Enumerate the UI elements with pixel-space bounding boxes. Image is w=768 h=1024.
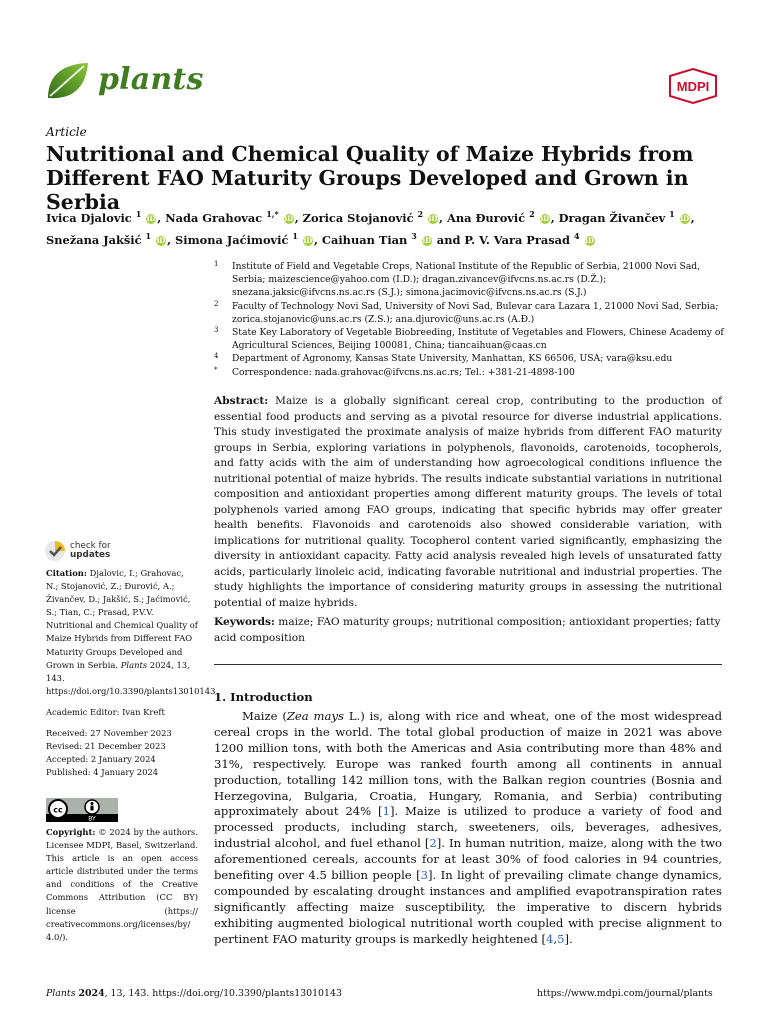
author-affiliation-marker: 1 (292, 230, 298, 241)
reference-link[interactable]: 1 (382, 804, 390, 819)
author-name[interactable]: Caihuan Tian (321, 232, 412, 247)
affiliation-item (214, 366, 726, 379)
academic-editor: Academic Editor: Ivan Kreft (46, 706, 165, 717)
affiliation-item (214, 300, 726, 326)
orcid-icon[interactable]: iD (303, 235, 313, 245)
orcid-icon[interactable]: iD (540, 213, 550, 223)
affiliation-number: 2 (214, 299, 219, 308)
author-affiliation-marker: 3 (411, 230, 417, 241)
intro-text: ]. In light of prevailing climate change dynamics, compounded by escalating drought instances and amplified evapotranspiration rates significantly affecting maize susceptibility, the imperative to discern hybrids exhibiting augmented biological nutritional worth coupled with precise alignment to pertinent FAO maturity groups is markedly heightened [ (214, 868, 722, 946)
affiliation-text: Institute of Field and Vegetable Crops, National Institute of the Republic of Serbia, 21000 Novi Sad, Serbia; maizescience@yahoo.com (I.D.); dragan.zivancev@ifvcns.ns.ac.rs (D.Ž.); snezana.jaksic@ifvcns.ns.ac.rs (S.J.); simona.jacimovic@ifvcns.ns.ac.rs (S.J.) (232, 261, 701, 299)
citation-label: Citation: (46, 568, 87, 578)
intro-text: L.) is, along with rice and wheat, one of the most widespread cereal crops in the world. The total global production of maize in 2021 was above 1200 million tons, with both the Americas and Asia contributing more than 48% and 31%, respectively. Europe was ranked fourth among all continents in annual production, totalling 142 million tons, with the Balkan region countries (Bosnia and Herzegovina, Bulgaria, Croatia, Hungary, Romania, and Serbia) contributing approximately about 24% [ (214, 709, 722, 819)
author-affiliation-marker: 1 (135, 209, 142, 219)
leaf-icon (44, 60, 90, 102)
journal-logo[interactable] (44, 60, 204, 104)
orcid-icon[interactable]: iD (428, 213, 438, 223)
section-divider (214, 664, 722, 665)
reference-link[interactable]: 3 (420, 868, 429, 883)
date-received: Received: 27 November 2023 (46, 728, 172, 739)
author-name[interactable]: Dragan Živančev (558, 210, 670, 225)
copyright-text: © 2024 by the authors. Licensee MDPI, Basel, Switzerland. This article is an open access article distributed under the terms and conditions of the Creative Commons Attribution (CC BY) license (https:// creativecommons.org/licenses/by/ 4.0/). (46, 827, 198, 942)
affiliation-number: 3 (214, 326, 219, 335)
intro-text: ]. In human nutrition, maize, along with the two aforementioned cereals, accounts for at least 30% of food calories in 94 countries, benefiting over 4.5 billion people [ (214, 836, 722, 883)
citation (46, 567, 216, 698)
species-name: Zea mays (286, 709, 344, 723)
affiliation-item (214, 326, 726, 352)
author-list: Ivica Djalovic $^1$ iD , Nada Grahovac $^{1,*}$ iD , Zorica Stojanović $^2$ iD , Ana Đurović $^2$ iD , Dragan Živančev $^1$ iD , Snežana Jakšić $^1$ iD , Simona Jaćimović $^1$ iD , Caihuan Tian $^3$ iD and P. V. Vara Prasad $^4$ iD (46, 209, 695, 247)
author-affiliation-marker: 1 (145, 230, 152, 241)
keywords-label: Keywords: (214, 616, 275, 628)
date-accepted: Accepted: 2 January 2024 (46, 754, 156, 765)
check-updates-label (70, 542, 111, 560)
affiliation-text: Department of Agronomy, Kansas State University, Manhattan, KS 66506, USA; vara@ksu.edu (232, 353, 673, 365)
author-affiliation-marker: 2 (529, 209, 535, 219)
footer-citation (46, 988, 342, 999)
author-name[interactable]: Zorica Stojanović (302, 210, 418, 225)
abstract-text: Maize is a globally significant cereal crop, contributing to the production of essential food products and serving as a pivotal resource for diverse industrial applications. This study investigated the proximate analysis of maize hybrids from different FAO maturity groups in Serbia, exploring variations in polyphenols, flavonoids, carotenoids, tocopherols, and fatty acids with the aim of understanding how agroecological conditions influence the nutritional potential of maize hybrids. The results indicate substantial variations in nutritional composition and antioxidant properties among different maturity groups. The levels of total polyphenols varied among FAO groups, indicating that specific hybrids may offer greater health benefits. Flavonoids and carotenoids also showed considerable variation, with implications for nutritional quality. Tocopherol content varied significantly, emphasizing the diversity in antioxidant capacity. Fatty acid analysis revealed high levels of unsaturated fatty acids, particularly linoleic acid, indicating favorable nutritional and industrial properties. The study highlights the importance of considering maturity groups in assessing the nutritional potential of maize hybrids. (214, 395, 722, 609)
author-affiliation-marker: 4 (573, 230, 580, 241)
affiliation-number: 4 (214, 352, 219, 361)
date-published: Published: 4 January 2024 (46, 767, 159, 778)
mdpi-logo-text: MDPI (676, 79, 710, 94)
copyright-label: Copyright: (46, 827, 96, 837)
creative-commons-icon (46, 798, 118, 822)
author-name[interactable]: Ana Đurović (446, 210, 530, 225)
affiliation-number: * (214, 365, 218, 374)
abstract-label: Abstract: (214, 395, 269, 407)
affiliation-text: Correspondence: nada.grahovac@ifvcns.ns.ac.rs; Tel.: +381-21-4898-100 (232, 366, 575, 378)
author-name[interactable]: Simona Jaćimović (175, 232, 293, 247)
cc-by-license-badge[interactable] (46, 798, 118, 822)
journal-name: plants (98, 62, 204, 97)
reference-link[interactable]: 5 (557, 931, 565, 946)
intro-text: ]. Maize is utilized to produce a variety of food and processed products, including starch, sweeteners, oils, beverages, adhesives, industrial alcohol, and fuel ethanol [ (214, 804, 722, 851)
article-sidebar (46, 567, 216, 779)
citation-doi[interactable]: 2024, 13, 143. https://doi.org/10.3390/plants13010143 (46, 659, 216, 696)
reference-link[interactable]: 4 (546, 931, 554, 946)
check-updates-icon (44, 540, 66, 562)
keywords-text: maize; FAO maturity groups; nutritional composition; antioxidant properties; fatty acid composition (214, 616, 721, 644)
check-updates-line1: check for (70, 541, 111, 551)
author-name[interactable]: P. V. Vara Prasad (464, 232, 574, 247)
intro-text: ]. (564, 931, 573, 946)
affiliation-text: Faculty of Technology Novi Sad, University of Novi Sad, Bulevar cara Lazara 1, 21000 Novi Sad, Serbia; zorica.stojanovic@uns.ac.rs (Z.S.); ana.djurovic@uns.ac.rs (A.Đ.) (232, 300, 719, 325)
footer-year: 2024 (78, 988, 105, 999)
footer-doi[interactable]: , 13, 143. https://doi.org/10.3390/plants13010143 (104, 988, 342, 999)
affiliation-number: 1 (214, 260, 219, 268)
svg-text:cc: cc (53, 805, 63, 815)
reference-link[interactable]: 2 (429, 836, 437, 851)
orcid-icon[interactable]: iD (284, 213, 294, 223)
author-name[interactable]: Snežana Jakšić (46, 232, 146, 247)
author-affiliation-marker: 1,* (266, 209, 279, 219)
keywords (214, 615, 722, 646)
author-affiliation-marker: 2 (417, 209, 424, 219)
article-type: Article (46, 125, 87, 139)
affiliation-text: State Key Laboratory of Vegetable Biobreeding, Institute of Vegetables and Flowers, Chinese Academy of Agricultural Sciences, Beijing 100081, China; tiancaihuan@caas.cn (232, 327, 724, 352)
footer-journal: Plants (46, 988, 76, 999)
orcid-icon[interactable]: iD (585, 235, 594, 245)
copyright-notice (46, 826, 198, 944)
author-affiliation-marker: 1 (669, 209, 675, 219)
check-for-updates-button[interactable] (44, 540, 164, 566)
citation-text: Djalovic, I.; Grahovac, N.; Stojanović, Z.; Đurović, A.; Živančev, D.; Jakšić, S.; Jaćimović, S.; Tian, C.; Prasad, P.V.V. Nutritional and Chemical Quality of Maize Hybrids from Different FAO Maturity Groups Developed and Grown in Serbia. (46, 568, 198, 670)
date-revised: Revised: 21 December 2023 (46, 741, 166, 752)
check-updates-line2: updates (70, 550, 111, 560)
citation-journal: Plants (120, 659, 148, 670)
abstract (214, 394, 722, 611)
author-name[interactable]: Nada Grahovac (165, 210, 267, 225)
orcid-icon[interactable]: iD (146, 213, 156, 223)
cc-by-label: BY (88, 815, 96, 822)
reference-separator: , (553, 931, 558, 946)
article-title: Nutritional and Chemical Quality of Maize Hybrids from Different FAO Maturity Groups Developed and Grown in Serbia (46, 142, 694, 214)
author-name[interactable]: Ivica Djalovic (46, 210, 136, 225)
affiliation-item (214, 260, 726, 300)
orcid-icon[interactable]: iD (680, 213, 690, 223)
orcid-icon[interactable]: iD (422, 235, 432, 245)
introduction-paragraph (214, 709, 722, 948)
intro-text: Maize ( (242, 709, 287, 723)
mdpi-logo[interactable] (666, 68, 720, 104)
orcid-icon[interactable]: iD (156, 235, 166, 245)
footer-journal-url[interactable]: https://www.mdpi.com/journal/plants (537, 988, 713, 999)
affiliation-item (214, 352, 726, 365)
affiliations (214, 260, 726, 379)
section-heading-introduction: 1. Introduction (214, 690, 313, 704)
